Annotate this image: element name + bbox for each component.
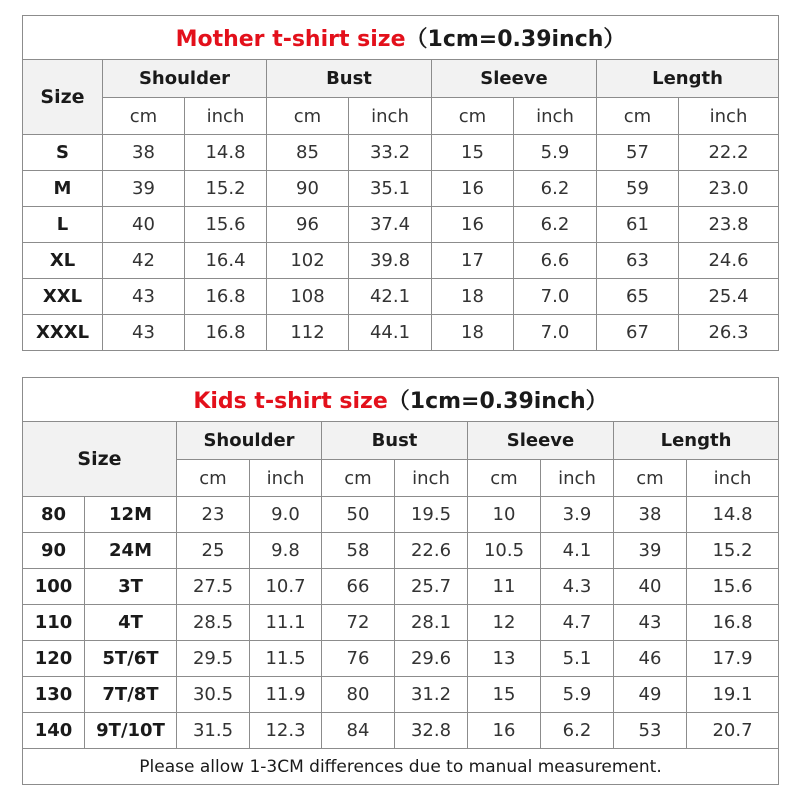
unit-cm: cm <box>103 98 185 135</box>
height-label: 140 <box>23 713 85 749</box>
table-row <box>23 497 779 533</box>
age-label: 3T <box>85 569 177 605</box>
mother-sleeve-header: Sleeve <box>432 60 597 98</box>
mother-shoulder-header: Shoulder <box>103 60 267 98</box>
measurement-cell: 11.9 <box>250 677 322 713</box>
measurement-cell: 16.8 <box>687 605 779 641</box>
height-label: 80 <box>23 497 85 533</box>
measurement-cell: 12 <box>468 605 541 641</box>
measurement-cell: 40 <box>614 569 687 605</box>
measurement-cell: 38 <box>614 497 687 533</box>
table-row <box>23 533 779 569</box>
size-label: S <box>23 135 103 171</box>
measurement-cell: 108 <box>267 279 349 315</box>
measurement-cell: 29.5 <box>177 641 250 677</box>
measurement-cell: 17 <box>432 243 514 279</box>
measurement-cell: 25.4 <box>679 279 779 315</box>
age-label: 24M <box>85 533 177 569</box>
size-label: M <box>23 171 103 207</box>
measurement-cell: 80 <box>322 677 395 713</box>
measurement-cell: 43 <box>103 279 185 315</box>
age-label: 5T/6T <box>85 641 177 677</box>
height-label: 110 <box>23 605 85 641</box>
measurement-cell: 15 <box>432 135 514 171</box>
measurement-cell: 53 <box>614 713 687 749</box>
table-row <box>23 171 779 207</box>
mother-bust-header: Bust <box>267 60 432 98</box>
measurement-cell: 18 <box>432 315 514 351</box>
measurement-cell: 37.4 <box>349 207 432 243</box>
mother-title-text: Mother t-shirt size <box>175 27 406 52</box>
measurement-cell: 16.4 <box>185 243 267 279</box>
unit-inch: inch <box>250 460 322 497</box>
measurement-cell: 5.1 <box>541 641 614 677</box>
unit-inch: inch <box>687 460 779 497</box>
kids-sleeve-header: Sleeve <box>468 422 614 460</box>
measurement-cell: 15.2 <box>687 533 779 569</box>
size-label: L <box>23 207 103 243</box>
measurement-cell: 25.7 <box>395 569 468 605</box>
measurement-cell: 13 <box>468 641 541 677</box>
measurement-cell: 61 <box>597 207 679 243</box>
measurement-cell: 23.8 <box>679 207 779 243</box>
mother-table-title <box>23 16 779 60</box>
measurement-cell: 18 <box>432 279 514 315</box>
measurement-cell: 59 <box>597 171 679 207</box>
height-label: 100 <box>23 569 85 605</box>
table-row <box>23 569 779 605</box>
measurement-cell: 15.6 <box>185 207 267 243</box>
table-row <box>23 713 779 749</box>
unit-cm: cm <box>597 98 679 135</box>
measurement-cell: 85 <box>267 135 349 171</box>
measurement-cell: 14.8 <box>185 135 267 171</box>
measurement-cell: 96 <box>267 207 349 243</box>
unit-inch: inch <box>514 98 597 135</box>
measurement-cell: 42 <box>103 243 185 279</box>
mother-unit-row <box>23 98 779 135</box>
measurement-cell: 43 <box>614 605 687 641</box>
measurement-cell: 43 <box>103 315 185 351</box>
mother-size-header: Size <box>23 60 103 135</box>
unit-inch: inch <box>349 98 432 135</box>
kids-conversion-note: （1cm=0.39inch） <box>387 389 608 414</box>
measurement-cell: 5.9 <box>541 677 614 713</box>
measurement-cell: 27.5 <box>177 569 250 605</box>
table-row <box>23 315 779 351</box>
kids-title-text: Kids t-shirt size <box>193 389 388 414</box>
measurement-cell: 11.1 <box>250 605 322 641</box>
measurement-cell: 6.6 <box>514 243 597 279</box>
height-label: 120 <box>23 641 85 677</box>
unit-cm: cm <box>432 98 514 135</box>
unit-cm: cm <box>267 98 349 135</box>
unit-cm: cm <box>614 460 687 497</box>
measurement-cell: 72 <box>322 605 395 641</box>
measurement-cell: 102 <box>267 243 349 279</box>
unit-inch: inch <box>395 460 468 497</box>
measurement-cell: 42.1 <box>349 279 432 315</box>
measurement-cell: 39 <box>103 171 185 207</box>
measurement-cell: 23 <box>177 497 250 533</box>
measurement-cell: 22.6 <box>395 533 468 569</box>
measurement-cell: 57 <box>597 135 679 171</box>
measurement-cell: 84 <box>322 713 395 749</box>
measurement-cell: 7.0 <box>514 279 597 315</box>
measurement-cell: 23.0 <box>679 171 779 207</box>
measurement-cell: 38 <box>103 135 185 171</box>
measurement-cell: 26.3 <box>679 315 779 351</box>
measurement-cell: 67 <box>597 315 679 351</box>
measurement-cell: 14.8 <box>687 497 779 533</box>
mother-conversion-note: （1cm=0.39inch） <box>405 27 626 52</box>
measurement-cell: 25 <box>177 533 250 569</box>
measurement-cell: 4.7 <box>541 605 614 641</box>
measurement-cell: 17.9 <box>687 641 779 677</box>
measurement-cell: 39.8 <box>349 243 432 279</box>
measurement-cell: 7.0 <box>514 315 597 351</box>
unit-inch: inch <box>541 460 614 497</box>
measurement-cell: 112 <box>267 315 349 351</box>
measurement-cell: 46 <box>614 641 687 677</box>
measurement-cell: 6.2 <box>514 171 597 207</box>
measurement-cell: 22.2 <box>679 135 779 171</box>
measurement-cell: 24.6 <box>679 243 779 279</box>
mother-size-table <box>22 15 779 351</box>
measurement-cell: 16.8 <box>185 315 267 351</box>
size-label: XXL <box>23 279 103 315</box>
table-row <box>23 279 779 315</box>
table-row <box>23 605 779 641</box>
kids-size-table <box>22 377 779 785</box>
measurement-cell: 31.5 <box>177 713 250 749</box>
age-label: 7T/8T <box>85 677 177 713</box>
size-label: XXXL <box>23 315 103 351</box>
measurement-cell: 15.2 <box>185 171 267 207</box>
height-label: 130 <box>23 677 85 713</box>
measurement-cell: 31.2 <box>395 677 468 713</box>
measurement-cell: 11.5 <box>250 641 322 677</box>
measurement-cell: 10.7 <box>250 569 322 605</box>
measurement-cell: 9.0 <box>250 497 322 533</box>
measurement-cell: 28.5 <box>177 605 250 641</box>
age-label: 9T/10T <box>85 713 177 749</box>
measurement-cell: 16 <box>432 207 514 243</box>
measurement-cell: 9.8 <box>250 533 322 569</box>
measurement-cell: 5.9 <box>514 135 597 171</box>
measurement-cell: 76 <box>322 641 395 677</box>
mother-length-header: Length <box>597 60 779 98</box>
measurement-cell: 28.1 <box>395 605 468 641</box>
kids-length-header: Length <box>614 422 779 460</box>
measurement-cell: 15 <box>468 677 541 713</box>
measurement-cell: 29.6 <box>395 641 468 677</box>
kids-shoulder-header: Shoulder <box>177 422 322 460</box>
measurement-cell: 3.9 <box>541 497 614 533</box>
table-row <box>23 135 779 171</box>
height-label: 90 <box>23 533 85 569</box>
unit-inch: inch <box>679 98 779 135</box>
measurement-cell: 30.5 <box>177 677 250 713</box>
measurement-cell: 4.3 <box>541 569 614 605</box>
measurement-note: Please allow 1-3CM differences due to manual measurement. <box>23 749 779 785</box>
kids-size-header: Size <box>23 422 177 497</box>
measurement-cell: 32.8 <box>395 713 468 749</box>
measurement-cell: 66 <box>322 569 395 605</box>
measurement-cell: 6.2 <box>541 713 614 749</box>
measurement-cell: 16.8 <box>185 279 267 315</box>
table-row <box>23 677 779 713</box>
unit-cm: cm <box>322 460 395 497</box>
measurement-cell: 40 <box>103 207 185 243</box>
measurement-cell: 63 <box>597 243 679 279</box>
unit-cm: cm <box>468 460 541 497</box>
unit-inch: inch <box>185 98 267 135</box>
measurement-cell: 44.1 <box>349 315 432 351</box>
measurement-cell: 50 <box>322 497 395 533</box>
measurement-cell: 90 <box>267 171 349 207</box>
measurement-cell: 33.2 <box>349 135 432 171</box>
measurement-cell: 4.1 <box>541 533 614 569</box>
table-row <box>23 243 779 279</box>
measurement-cell: 16 <box>468 713 541 749</box>
kids-table-title <box>23 378 779 422</box>
measurement-cell: 6.2 <box>514 207 597 243</box>
measurement-cell: 15.6 <box>687 569 779 605</box>
table-row <box>23 207 779 243</box>
measurement-cell: 12.3 <box>250 713 322 749</box>
age-label: 4T <box>85 605 177 641</box>
measurement-cell: 20.7 <box>687 713 779 749</box>
measurement-cell: 49 <box>614 677 687 713</box>
measurement-cell: 10.5 <box>468 533 541 569</box>
size-label: XL <box>23 243 103 279</box>
age-label: 12M <box>85 497 177 533</box>
measurement-cell: 19.1 <box>687 677 779 713</box>
measurement-cell: 11 <box>468 569 541 605</box>
measurement-cell: 58 <box>322 533 395 569</box>
measurement-cell: 39 <box>614 533 687 569</box>
kids-bust-header: Bust <box>322 422 468 460</box>
unit-cm: cm <box>177 460 250 497</box>
measurement-cell: 19.5 <box>395 497 468 533</box>
measurement-cell: 65 <box>597 279 679 315</box>
measurement-cell: 16 <box>432 171 514 207</box>
table-row <box>23 641 779 677</box>
measurement-cell: 35.1 <box>349 171 432 207</box>
measurement-cell: 10 <box>468 497 541 533</box>
